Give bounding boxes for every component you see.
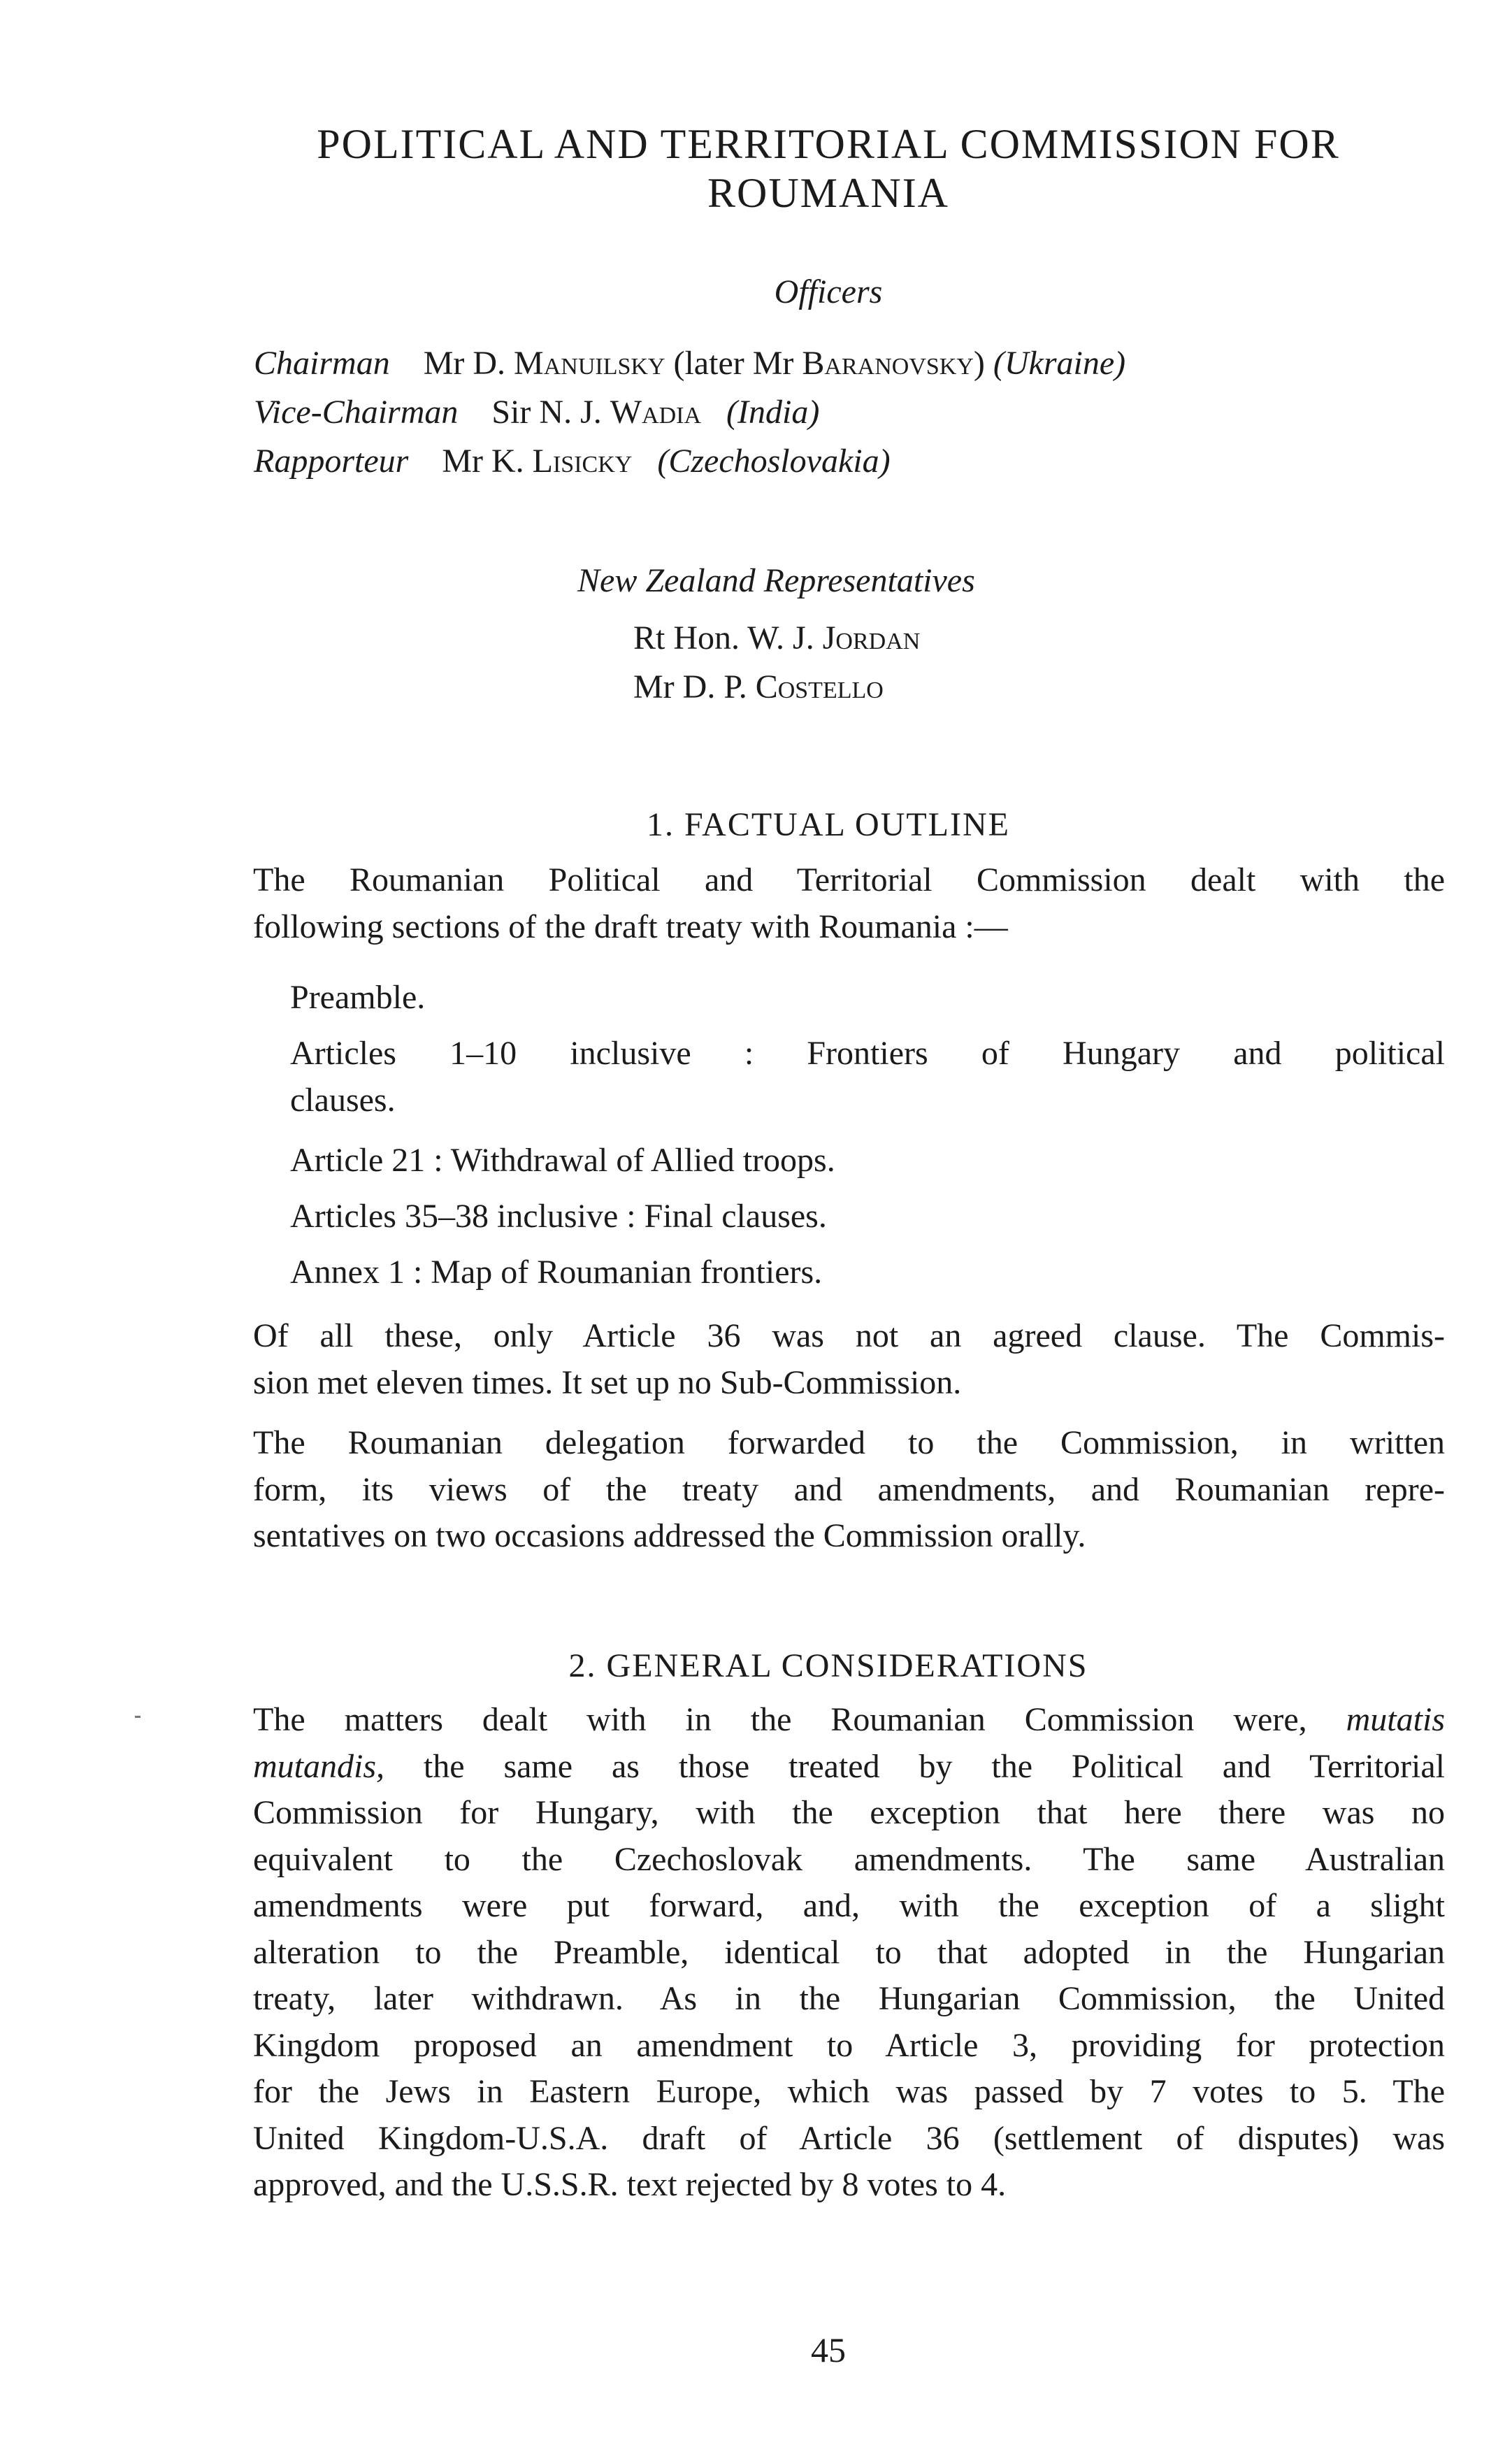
paragraph-line: form, its views of the treaty and amendments, and Roumanian repre- <box>253 1470 1445 1508</box>
chairman-name: Manuilsky <box>514 345 665 382</box>
officer-rapporteur <box>254 442 891 480</box>
paragraph-line: Kingdom proposed an amendment to Article 3, providing for protection <box>253 2026 1445 2064</box>
paragraph-line <box>253 1697 1445 1744</box>
officer-vice-chairman <box>254 393 819 431</box>
italic-phrase: mutatis <box>1346 1701 1445 1738</box>
chairman-role: Chairman <box>254 345 390 382</box>
paragraph-line: sentatives on two occasions addressed the Commission orally. <box>253 1517 1086 1554</box>
list-item-line: clauses. <box>290 1081 396 1119</box>
paragraph-line: alteration to the Preamble, identical to that adopted in the Hungarian <box>253 1933 1445 1971</box>
section-1-intro <box>253 857 1445 950</box>
rapporteur-name: Lisicky <box>532 443 633 480</box>
page-title-line-1: POLITICAL AND TERRITORIAL COMMISSION FOR <box>317 121 1340 167</box>
chairman-after: ) <box>973 345 993 382</box>
intro-line: following sections of the draft treaty with Roumania :— <box>253 908 1008 945</box>
vice-chairman-name: Wadia <box>610 394 702 431</box>
italic-phrase: mutandis, <box>253 1747 385 1785</box>
nz-rep-2-name: Costello <box>755 668 884 705</box>
rapporteur-country: (Czechoslovakia) <box>657 443 891 480</box>
list-item-line: Articles 1–10 inclusive : Frontiers of Hungary and political <box>290 1035 1445 1072</box>
margin-mark <box>135 1716 141 1718</box>
paragraph-line: The Roumanian delegation forwarded to the Commission, in written <box>253 1424 1445 1461</box>
list-item <box>290 1031 1445 1124</box>
officer-chairman <box>254 344 1125 382</box>
nz-rep-1-name: Jordan <box>822 619 921 657</box>
line-text: the same as those treated by the Political and Territorial <box>384 1747 1445 1785</box>
vice-chairman-role: Vice-Chairman <box>254 394 459 431</box>
paragraph-line: treaty, later withdrawn. As in the Hungarian Commission, the United <box>253 1980 1445 2017</box>
nz-rep-2-prefix: Mr D. P. <box>633 668 756 705</box>
chairman-mid: (later Mr <box>665 345 802 382</box>
paragraph-line: approved, and the U.S.S.R. text rejected by 8 votes to 4. <box>253 2166 1007 2203</box>
nz-rep-1-prefix: Rt Hon. W. J. <box>633 619 823 657</box>
section-1-heading: 1. FACTUAL OUTLINE <box>647 806 1010 843</box>
paragraph-line: United Kingdom-U.S.A. draft of Article 36 (settlement of disputes) was <box>253 2119 1445 2157</box>
rapporteur-prefix: Mr K. <box>442 443 533 480</box>
section-2-paragraph <box>253 1697 1445 2209</box>
list-item: Annex 1 : Map of Roumanian frontiers. <box>290 1254 823 1291</box>
list-item: Article 21 : Withdrawal of Allied troops. <box>290 1142 835 1179</box>
nz-representative-2 <box>633 668 884 706</box>
section-2-heading: 2. GENERAL CONSIDERATIONS <box>568 1647 1088 1684</box>
section-1-paragraph-2 <box>253 1313 1445 1406</box>
paragraph-line: equivalent to the Czechoslovak amendments. The same Australian <box>253 1840 1445 1878</box>
paragraph-line: sion met eleven times. It set up no Sub-Commission. <box>253 1363 962 1401</box>
section-1-paragraph-3 <box>253 1420 1445 1560</box>
paragraph-line: for the Jews in Eastern Europe, which was passed by 7 votes to 5. The <box>253 2073 1445 2110</box>
list-item: Articles 35–38 inclusive : Final clauses. <box>290 1198 827 1235</box>
page-title-line-2: ROUMANIA <box>707 170 949 216</box>
chairman-country: (Ukraine) <box>993 345 1126 382</box>
paragraph-line: Of all these, only Article 36 was not an agreed clause. The Commis- <box>253 1317 1445 1354</box>
page-number: 45 <box>811 2330 846 2369</box>
line-text: The matters dealt with in the Roumanian Commission were, <box>253 1701 1346 1738</box>
nz-representative-1 <box>633 619 920 657</box>
intro-line: The Roumanian Political and Territorial Commission dealt with the <box>253 861 1445 898</box>
paragraph-line <box>253 1744 1445 1791</box>
vice-chairman-country: (India) <box>726 394 820 431</box>
officers-heading: Officers <box>774 273 883 310</box>
vice-chairman-prefix: Sir N. J. <box>491 394 610 431</box>
chairman-prefix: Mr D. <box>423 345 514 382</box>
rapporteur-role: Rapporteur <box>254 443 409 480</box>
paragraph-line: Commission for Hungary, with the exception that here there was no <box>253 1794 1445 1831</box>
new-zealand-heading: New Zealand Representatives <box>577 562 975 599</box>
list-item: Preamble. <box>290 979 426 1016</box>
paragraph-line: amendments were put forward, and, with the exception of a slight <box>253 1887 1445 1924</box>
chairman-later-name: Baranovsky <box>802 345 974 382</box>
